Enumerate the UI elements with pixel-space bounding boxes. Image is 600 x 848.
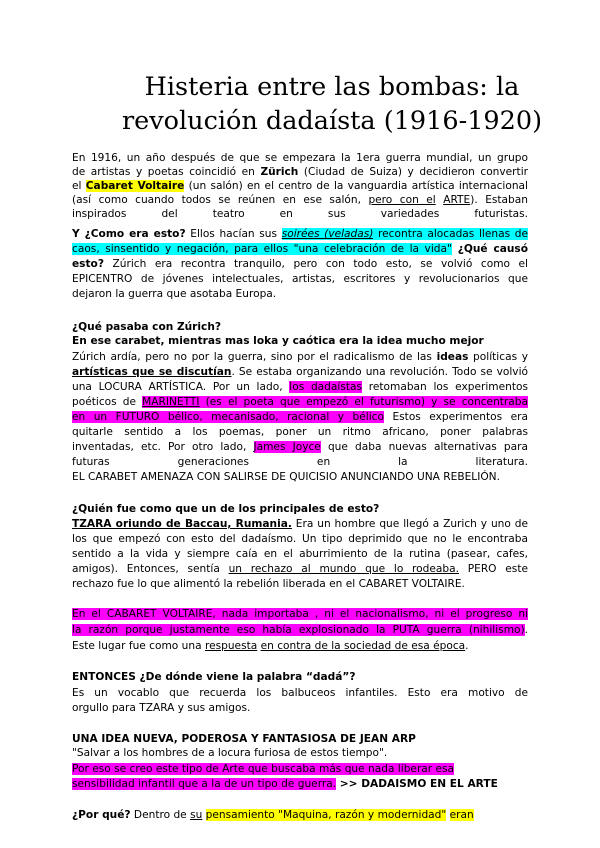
s6-line: sensibilidad infantil que a la de un tipo de guerra. >> DADAISMO EN EL ARTE — [72, 778, 498, 790]
celebracion-highlight: caos, sinsentido y negación, para ellos "una celebración de la vida" — [72, 243, 452, 255]
s2-line: una LOCURA ARTÍSTICA. Por un lado, los dadaístas retomaban los experimentos — [72, 381, 528, 393]
jean-arp-quote: "Salvar a los hombres de a locura furiosa de estos tiempo". — [72, 747, 388, 759]
s2-line: inventadas, etc. Por otro lado, James Joyce que daba nuevas alternativas para — [72, 441, 528, 453]
section-heading: ENTONCES ¿De dónde viene la palabra “dadá”? — [72, 671, 356, 683]
p1-line: dejaron la guerra que asotaba Europa. — [72, 288, 277, 300]
section-heading: ¿Quién fue como que un de los principales de esto? — [72, 503, 380, 515]
s2-line: quitarle sentido a los poemas, poner un ritmo africano, poner palabras — [72, 426, 528, 438]
s6-line — [72, 762, 528, 776]
dadaistas-highlight: los dadaístas — [289, 381, 363, 393]
p1-line: (así como cuando todos se reúnen en ese salón, pero con el ARTE). Estaban — [72, 194, 528, 206]
document-title — [72, 70, 592, 138]
nada-importaba-highlight: En el CABARET VOLTAIRE, nada importaba , ni el nacionalismo, ni el progreso ni — [72, 608, 528, 620]
s2-line: poéticos de MARINETTI (es el poeta que empezó el futurismo) y se concentraba — [72, 396, 528, 408]
marinetti-highlight: MARINETTI — [142, 396, 200, 408]
james-joyce-highlight: James Joyce — [253, 441, 321, 453]
s2-line: artísticas que se discutían. Se estaba organizando una revolución. Todo se volvió — [72, 366, 528, 378]
title-line-1: Histeria entre las bombas: la — [144, 72, 520, 102]
futuro-highlight: en un FUTURO bélico, mecanisado, racional y bélico — [72, 411, 384, 423]
s2-line: futuras generaciones en la literatura. — [72, 456, 528, 468]
s3-line: rechazo fue lo que alimentó la rebelión liberada en el CABARET VOLTAIRE. — [72, 578, 465, 590]
s4-line: Este lugar fue como una respuesta en contra de la sociedad de esa época. — [72, 640, 469, 652]
p1-line: En 1916, un año después de que se empezara la 1era guerra mundial, un grupo — [72, 152, 528, 164]
title-line-2: revolución dadaísta (1916-1920) — [121, 106, 543, 136]
s3-line: amigos). Entonces, sentía un rechazo al mundo que lo rodeaba. PERO este — [72, 563, 528, 575]
p1-line: esto? Zúrich era recontra tranquilo, pero con todo esto, se volvió como el — [72, 258, 528, 270]
s2-line: EL CARABET AMENAZA CON SALIRSE DE QUICISIO ANUNCIANDO UNA REBELIÓN. — [72, 471, 500, 483]
p1-line: inspirados del teatro en sus variedades futuristas. — [72, 208, 528, 220]
nihilismo-highlight: la razón porque justamente eso había explosionado la PUTA guerra (nihilismo) — [72, 624, 525, 636]
p1-line: Y ¿Como era esto? Ellos hacían sus soirées (veladas) recontra alocadas llenas de — [72, 228, 528, 240]
s4-line — [72, 607, 528, 621]
soirees-highlight: soirées (veladas) — [281, 228, 374, 240]
s3-line: TZARA oriundo de Baccau, Rumania. Era un hombre que llegó a Zurich y uno de — [72, 518, 528, 530]
s5-line: orgullo para TZARA y sus amigos. — [72, 702, 251, 714]
arte-liberar-highlight: Por eso se creo este tipo de Arte que buscaba más que nada liberar esa — [72, 763, 455, 775]
sensibilidad-highlight: sensibilidad infantil que a la de un tipo de guerra. — [72, 778, 337, 790]
s4-line: la razón porque justamente eso había explosionado la PUTA guerra (nihilismo). — [72, 624, 528, 636]
p1-line: el Cabaret Voltaire (un salón) en el centro de la vanguardia artística internacional — [72, 180, 528, 192]
s3-line: sentido a la vida y siempre caía en el aburrimiento de la rutina (pasear, cafes, — [72, 548, 528, 560]
section-heading: UNA IDEA NUEVA, PODEROSA Y FANTASIOSA DE JEAN ARP — [72, 733, 416, 745]
s3-line: los que empezó con esto del dadaísmo. Un tipo deprimido que no le encontraba — [72, 533, 528, 545]
s2-line: en un FUTURO bélico, mecanisado, racional y bélico Estos experimentos era — [72, 411, 528, 423]
section-subheading: En ese carabet, mientras mas loka y caótica era la idea mucho mejor — [72, 335, 484, 347]
pensamiento-highlight: pensamiento "Maquina, razón y modernidad" — [205, 809, 447, 821]
s5-line: Es un vocablo que recuerda los balbuceos infantiles. Esto era motivo de — [72, 687, 528, 699]
p1-line: caos, sinsentido y negación, para ellos "una celebración de la vida" ¿Qué causó — [72, 243, 528, 255]
cabaret-voltaire-highlight: Cabaret Voltaire — [85, 180, 185, 192]
section-heading: ¿Qué pasaba con Zúrich? — [72, 321, 222, 333]
p1-line: EPICENTRO de jóvenes intelectuales, artistas, escritores y revolucionarios que — [72, 273, 528, 285]
s7-line: ¿Por qué? Dentro de su pensamiento "Maquina, razón y modernidad" eran — [72, 809, 474, 821]
p1-line: de artistas y poetas coincidió en Zürich (Ciudad de Suiza) y decidieron convertir — [72, 166, 528, 178]
s2-line: Zúrich ardía, pero no por la guerra, sino por el radicalismo de las ideas políticas y — [72, 351, 528, 363]
